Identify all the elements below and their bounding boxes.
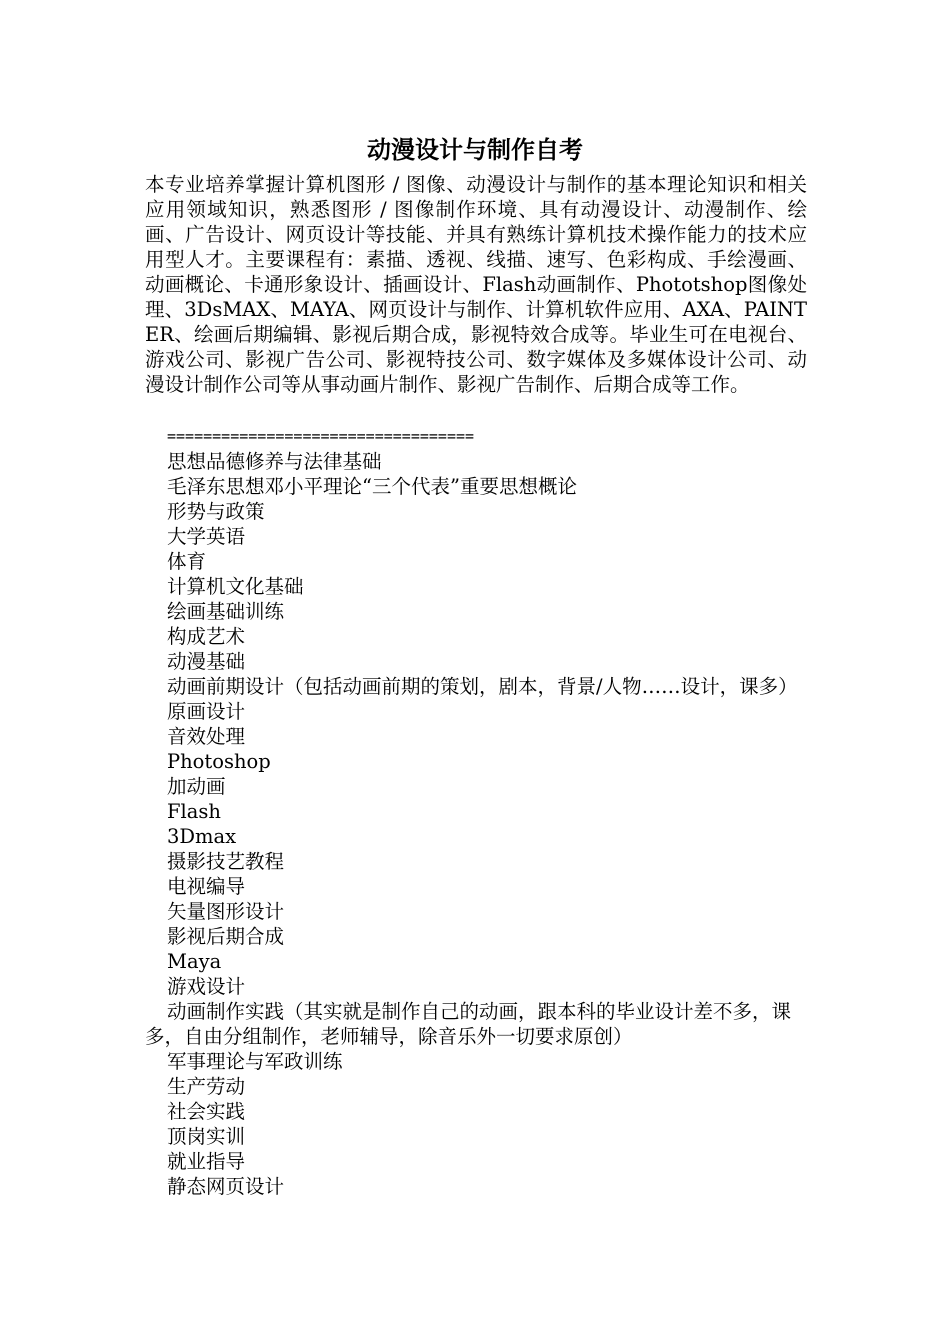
separator-line: ================================== [167,427,475,445]
list-item: 构成艺术 [167,625,246,648]
list-item: 顶岗实训 [167,1125,246,1148]
list-item: 毛泽东思想邓小平理论“三个代表”重要思想概论 [167,475,577,498]
list-item: 音效处理 [167,725,246,748]
list-item: 静态网页设计 [167,1175,285,1198]
list-item: 影视后期合成 [167,925,285,948]
list-item: Photoshop [167,750,271,773]
list-item: 计算机文化基础 [167,575,304,598]
list-item: 3Dmax [167,825,237,848]
list-item: 原画设计 [167,700,246,723]
list-item: Maya [167,950,222,973]
list-item: 军事理论与军政训练 [167,1050,343,1073]
list-item: 生产劳动 [167,1075,246,1098]
list-item: 体育 [167,550,207,573]
list-item: 矢量图形设计 [167,900,285,923]
list-item: 思想品德修养与法律基础 [167,450,382,473]
list-item: 社会实践 [167,1100,246,1123]
list-item: 就业指导 [167,1150,246,1173]
list-item: Flash [167,800,221,823]
list-item: 电视编导 [167,875,246,898]
list-item: 加动画 [167,775,226,798]
page-title: 动漫设计与制作自考 [367,135,583,164]
list-item: 形势与政策 [167,500,265,523]
list-item: 游戏设计 [167,975,246,998]
list-item: 摄影技艺教程 [167,850,285,873]
list-item: 绘画基础训练 [167,600,285,623]
list-item: 动画前期设计（包括动画前期的策划，剧本，背景/人物……设计，课多） [167,675,798,698]
intro-paragraph: 本专业培养掌握计算机图形 / 图像、动漫设计与制作的基本理论知识和相关应用领域知识，熟悉图形 / 图像制作环境、具有动漫设计、动漫制作、绘画、广告设计、网页设计等技能、并具有熟练计算机技术操作能力的技术应用型人才。主要课程有：素描、透视、线描、速写、色彩构成、手绘漫画、动画概论、卡通形象设计、插画设计、Flash动画制作、Phototshop图像处理、3DsMAX、MAYA、网页设计与制作、计算机软件应用、AXA、PAINTER、绘画后期编辑、影视后期合成，影视特效合成等。毕业生可在电视台、游戏公司、影视广告公司、影视特技公司、数字媒体及多媒体设计公司、动漫设计制作公司等从事动画片制作、影视广告制作、后期合成等工作。 [145,173,807,396]
list-item: 大学英语 [167,525,246,548]
list-item: 动漫基础 [167,650,246,673]
list-item: 动画制作实践（其实就是制作自己的动画，跟本科的毕业设计差不多，课多，自由分组制作，老师辅导，除音乐外一切要求原创） [145,1000,792,1048]
course-list [145,424,807,1199]
